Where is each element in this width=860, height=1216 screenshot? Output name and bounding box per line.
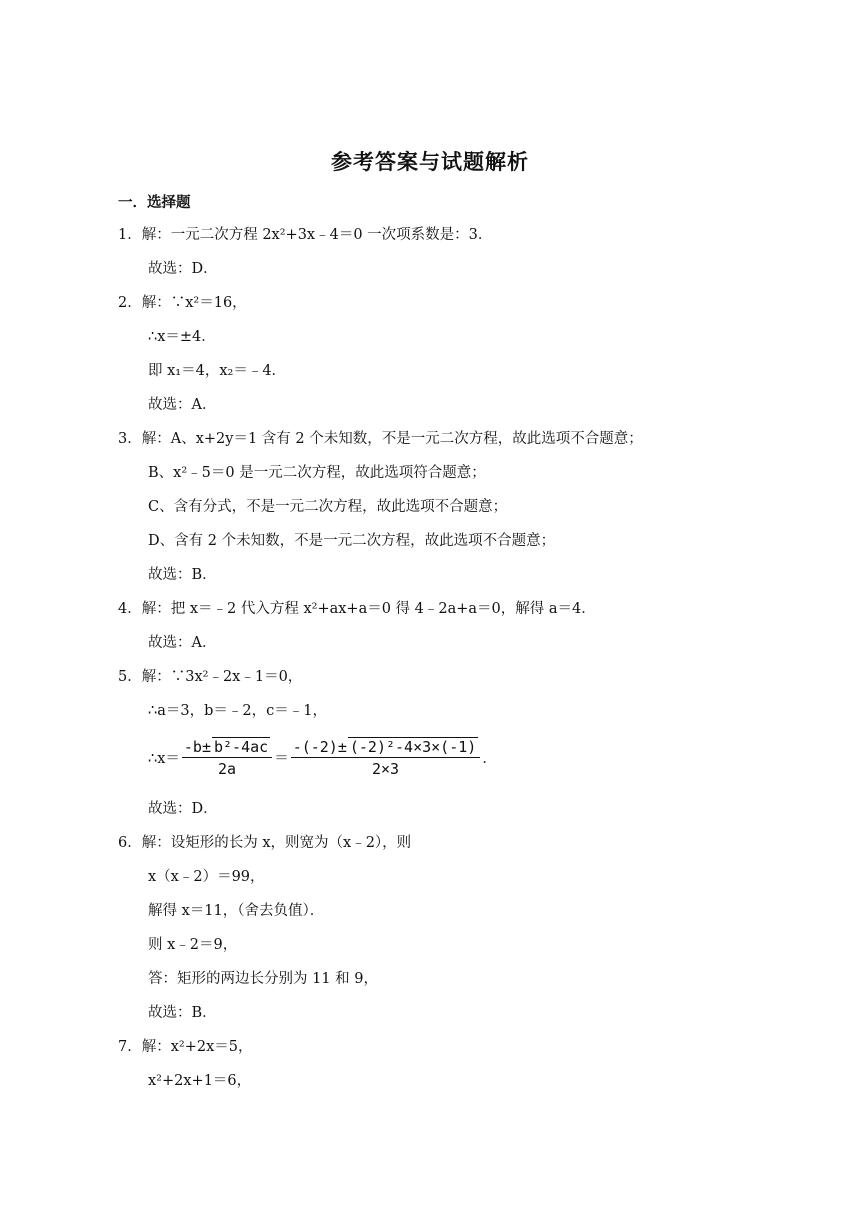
formula-numerator [291, 737, 481, 758]
sqrt-radicand: b²-4ac [214, 737, 269, 756]
formula-num-text: -b± [183, 737, 211, 756]
sqrt-radicand: (-2)²-4×3×(-1) [349, 737, 477, 756]
answer-3-step: C、含有分式，不是一元二次方程，故此选项不合题意； [148, 499, 508, 515]
answer-7-step: x²+2x+1＝6， [148, 1073, 252, 1089]
answer-6-step: x（x﹣2）＝99， [148, 869, 265, 885]
formula-equals: ＝ [274, 750, 289, 767]
quadratic-formula [148, 733, 497, 781]
formula-prefix: ∴x＝ [148, 750, 180, 767]
answer-6-choice: 故选：B． [148, 1005, 217, 1021]
formula-fraction-substituted [291, 737, 481, 778]
answer-2-step: ∴x＝±4． [148, 329, 216, 345]
formula-num-text: -(-2)± [292, 737, 347, 756]
answer-2-line: 2．解：∵x²＝16， [118, 295, 247, 311]
formula-fraction-general [182, 737, 272, 778]
formula-numerator [182, 737, 272, 758]
answer-6-step: 解得 x＝11，（舍去负值）． [148, 903, 325, 919]
page-title: 参考答案与试题解析 [331, 150, 529, 174]
answer-4-line: 4．解：把 x＝﹣2 代入方程 x²+ax+a＝0 得 4﹣2a+a＝0，解得 a＝4． [118, 601, 596, 617]
answer-3-step: D、含有 2 个未知数，不是一元二次方程，故此选项不合题意； [148, 533, 556, 549]
section-heading: 一．选择题 [118, 195, 191, 211]
answer-2-step: 即 x₁＝4，x₂＝﹣4． [148, 363, 287, 379]
formula-denominator: 2a [218, 759, 237, 778]
answer-3-choice: 故选：B． [148, 567, 217, 583]
answer-5-step: ∴a＝3，b＝﹣2，c＝﹣1， [148, 703, 327, 719]
answer-3-line: 3．解：A、x+2y＝1 含有 2 个未知数，不是一元二次方程，故此选项不合题意； [118, 431, 643, 447]
formula-suffix: ． [482, 750, 497, 767]
answer-5-line: 5．解：∵3x²﹣2x﹣1＝0， [118, 669, 303, 685]
answer-1-line: 1．解：一元二次方程 2x²+3x﹣4＝0 一次项系数是：3． [118, 227, 493, 243]
answer-5-choice: 故选：D． [148, 801, 218, 817]
answer-7-line: 7．解：x²+2x＝5， [118, 1039, 253, 1055]
formula-denominator: 2×3 [371, 759, 400, 778]
answer-4-choice: 故选：A． [148, 635, 217, 651]
answer-6-line: 6．解：设矩形的长为 x，则宽为（x﹣2），则 [118, 835, 412, 851]
answer-3-step: B、x²﹣5＝0 是一元二次方程，故此选项符合题意； [148, 465, 486, 481]
answer-6-step: 则 x﹣2＝9， [148, 937, 238, 953]
answer-2-choice: 故选：A． [148, 397, 217, 413]
answer-6-step: 答：矩形的两边长分别为 11 和 9， [148, 971, 379, 987]
answer-1-choice: 故选：D． [148, 261, 218, 277]
